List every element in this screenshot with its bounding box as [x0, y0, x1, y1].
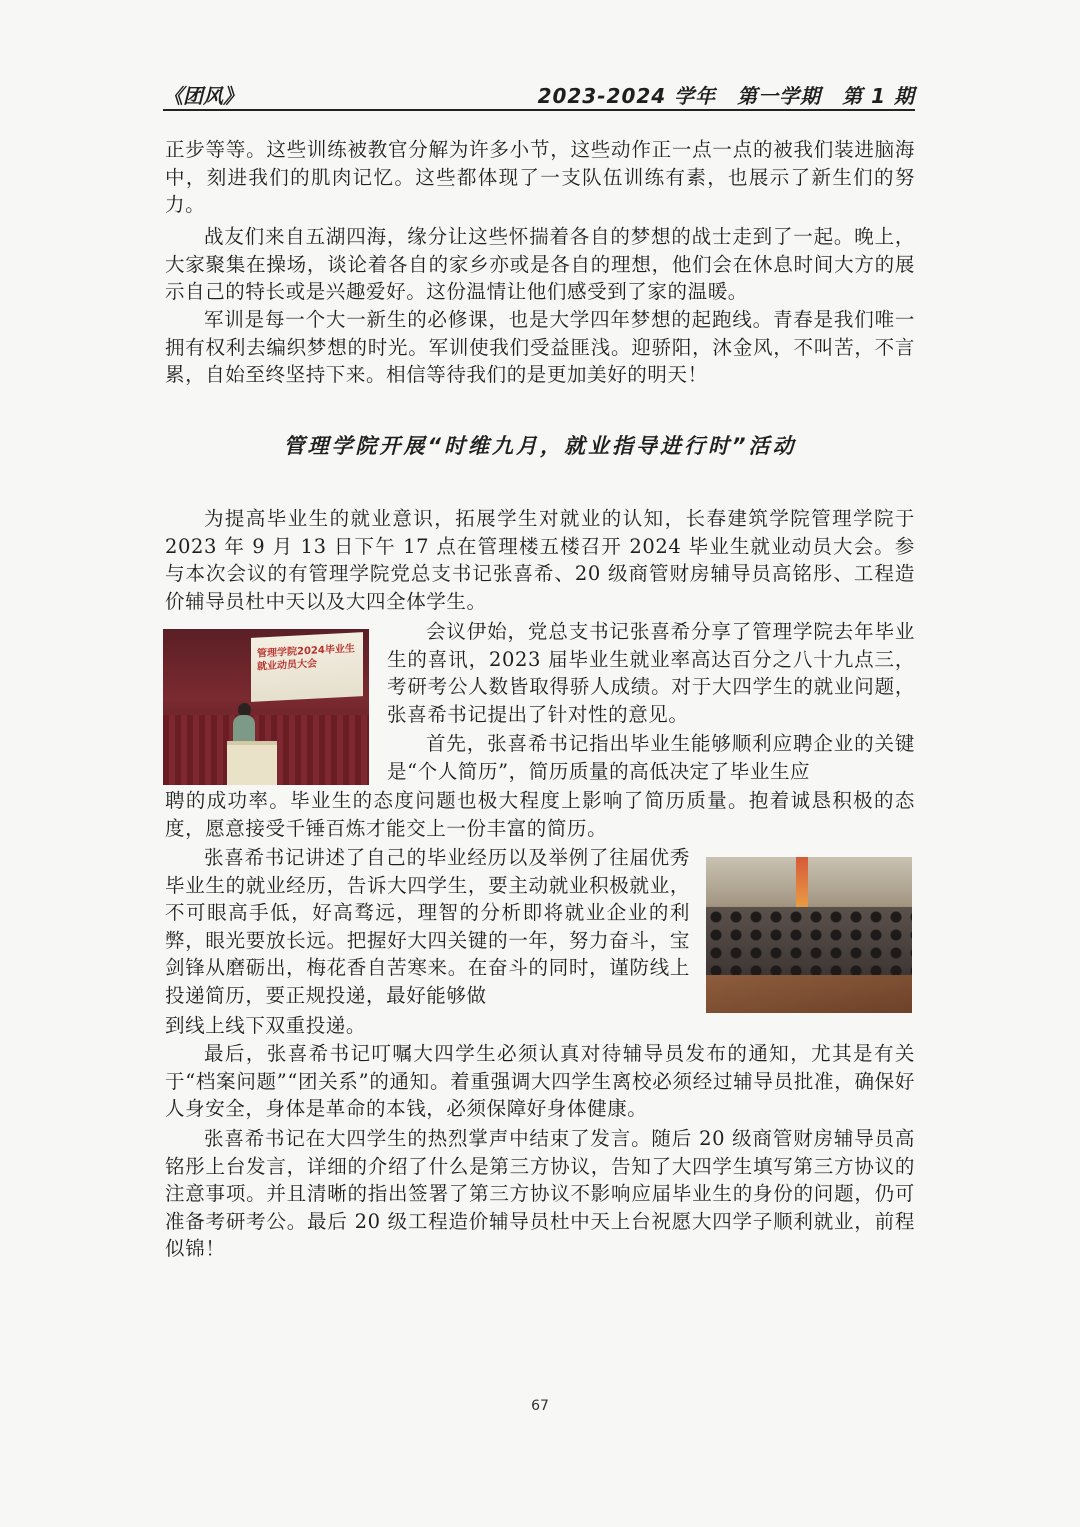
paragraph-notice: 最后，张喜希书记叮嘱大四学生必须认真对待辅导员发布的通知，尤其是有关于“档案问题”“团关系”的通知。着重强调大四学生离校必须经过辅导员批准，确保好人身安全，身体是革命的本钱，必须保障好身体健康。	[165, 1042, 915, 1121]
podium	[227, 741, 277, 785]
speaker-photo	[163, 629, 369, 785]
screen-text-line2: 就业动员大会	[257, 658, 317, 673]
article-title: 管理学院开展“时维九月，就业指导进行时”活动	[283, 434, 797, 458]
header-divider	[163, 109, 915, 111]
audience-photo	[706, 857, 912, 1013]
projection-screen	[251, 632, 363, 702]
screen-text-line1: 管理学院2024毕业生	[257, 643, 355, 660]
paragraph-resume-part1: 首先，张喜希书记指出毕业生能够顺利应聘企业的关键是“个人简历”，简历质量的高低决定了毕业生应	[387, 732, 915, 783]
page-header	[163, 80, 915, 108]
paragraph-experience: 张喜希书记讲述了自己的毕业经历以及举例了往届优秀毕业生的就业经历，告诉大四学生，要主动就业积极就业，不可眼高手低，好高骛远，理智的分析即将就业企业的利弊，眼光要放长远。把握好大四关键的一年，努力奋斗，宝剑锋从磨砺出，梅花香自苦寒来。在奋斗的同时，谨防线上投递简历，要正规投递，最好能够做	[165, 846, 690, 1007]
paragraph-experience-end: 到线上线下双重投递。	[165, 1014, 367, 1037]
publication-name: 《团风》	[163, 84, 243, 108]
paragraph-intro: 为提高毕业生的就业意识，拓展学生对就业的认知，长春建筑学院管理学院于 2023 年 9 月 13 日下午 17 点在管理楼五楼召开 2024 毕业生就业动员大会。参与本次会议的有管理学院党总支书记张喜希、20 级商管财房辅导员高铭彤、工程造价辅导员杜中天以及大四全体学生。	[165, 507, 915, 613]
issue-info: 2023-2024 学年 第一学期 第 1 期	[537, 84, 915, 108]
paragraph-opening: 会议伊始，党总支书记张喜希分享了管理学院去年毕业生的喜讯，2023 届毕业生就业率高达百分之八十九点三，考研考公人数皆取得骄人成绩。对于大四学生的就业问题，张喜希书记提出了针对性的意见。	[387, 620, 915, 726]
desk-shape	[706, 975, 912, 1013]
paragraph-resume-part2: 聘的成功率。毕业生的态度问题也极大程度上影响了简历质量。抱着诚恳积极的态度，愿意接受千锤百炼才能交上一份丰富的简历。	[165, 789, 915, 840]
paragraph-prev-1: 正步等等。这些训练被教官分解为许多小节，这些动作正一点一点的被我们装进脑海中，刻进我们的肌肉记忆。这些都体现了一支队伍训练有素，也展示了新生们的努力。	[165, 138, 915, 217]
page-number: 67	[531, 1398, 549, 1414]
paragraph-closing: 张喜希书记在大四学生的热烈掌声中结束了发言。随后 20 级商管财房辅导员高铭彤上台发言，详细的介绍了什么是第三方协议，告知了大四学生填写第三方协议的注意事项。并且清晰的指出签署了第三方协议不影响应届毕业生的身份的问题，仍可准备考研考公。最后 20 级工程造价辅导员杜中天上台祝愿大四学子顺利就业，前程似锦！	[165, 1127, 915, 1261]
paragraph-prev-2: 战友们来自五湖四海，缘分让这些怀揣着各自的梦想的战士走到了一起。晚上，大家聚集在操场，谈论着各自的家乡亦或是各自的理想，他们会在休息时间大方的展示自己的特长或是兴趣爱好。这份温情让他们感受到了家的温暖。	[165, 225, 915, 304]
paragraph-prev-3: 军训是每一个大一新生的必修课，也是大学四年梦想的起跑线。青春是我们唯一拥有权利去编织梦想的时光。军训使我们受益匪浅。迎骄阳，沐金风，不叫苦，不言累，自始至终坚持下来。相信等待我们的是更加美好的明天！	[165, 308, 915, 387]
